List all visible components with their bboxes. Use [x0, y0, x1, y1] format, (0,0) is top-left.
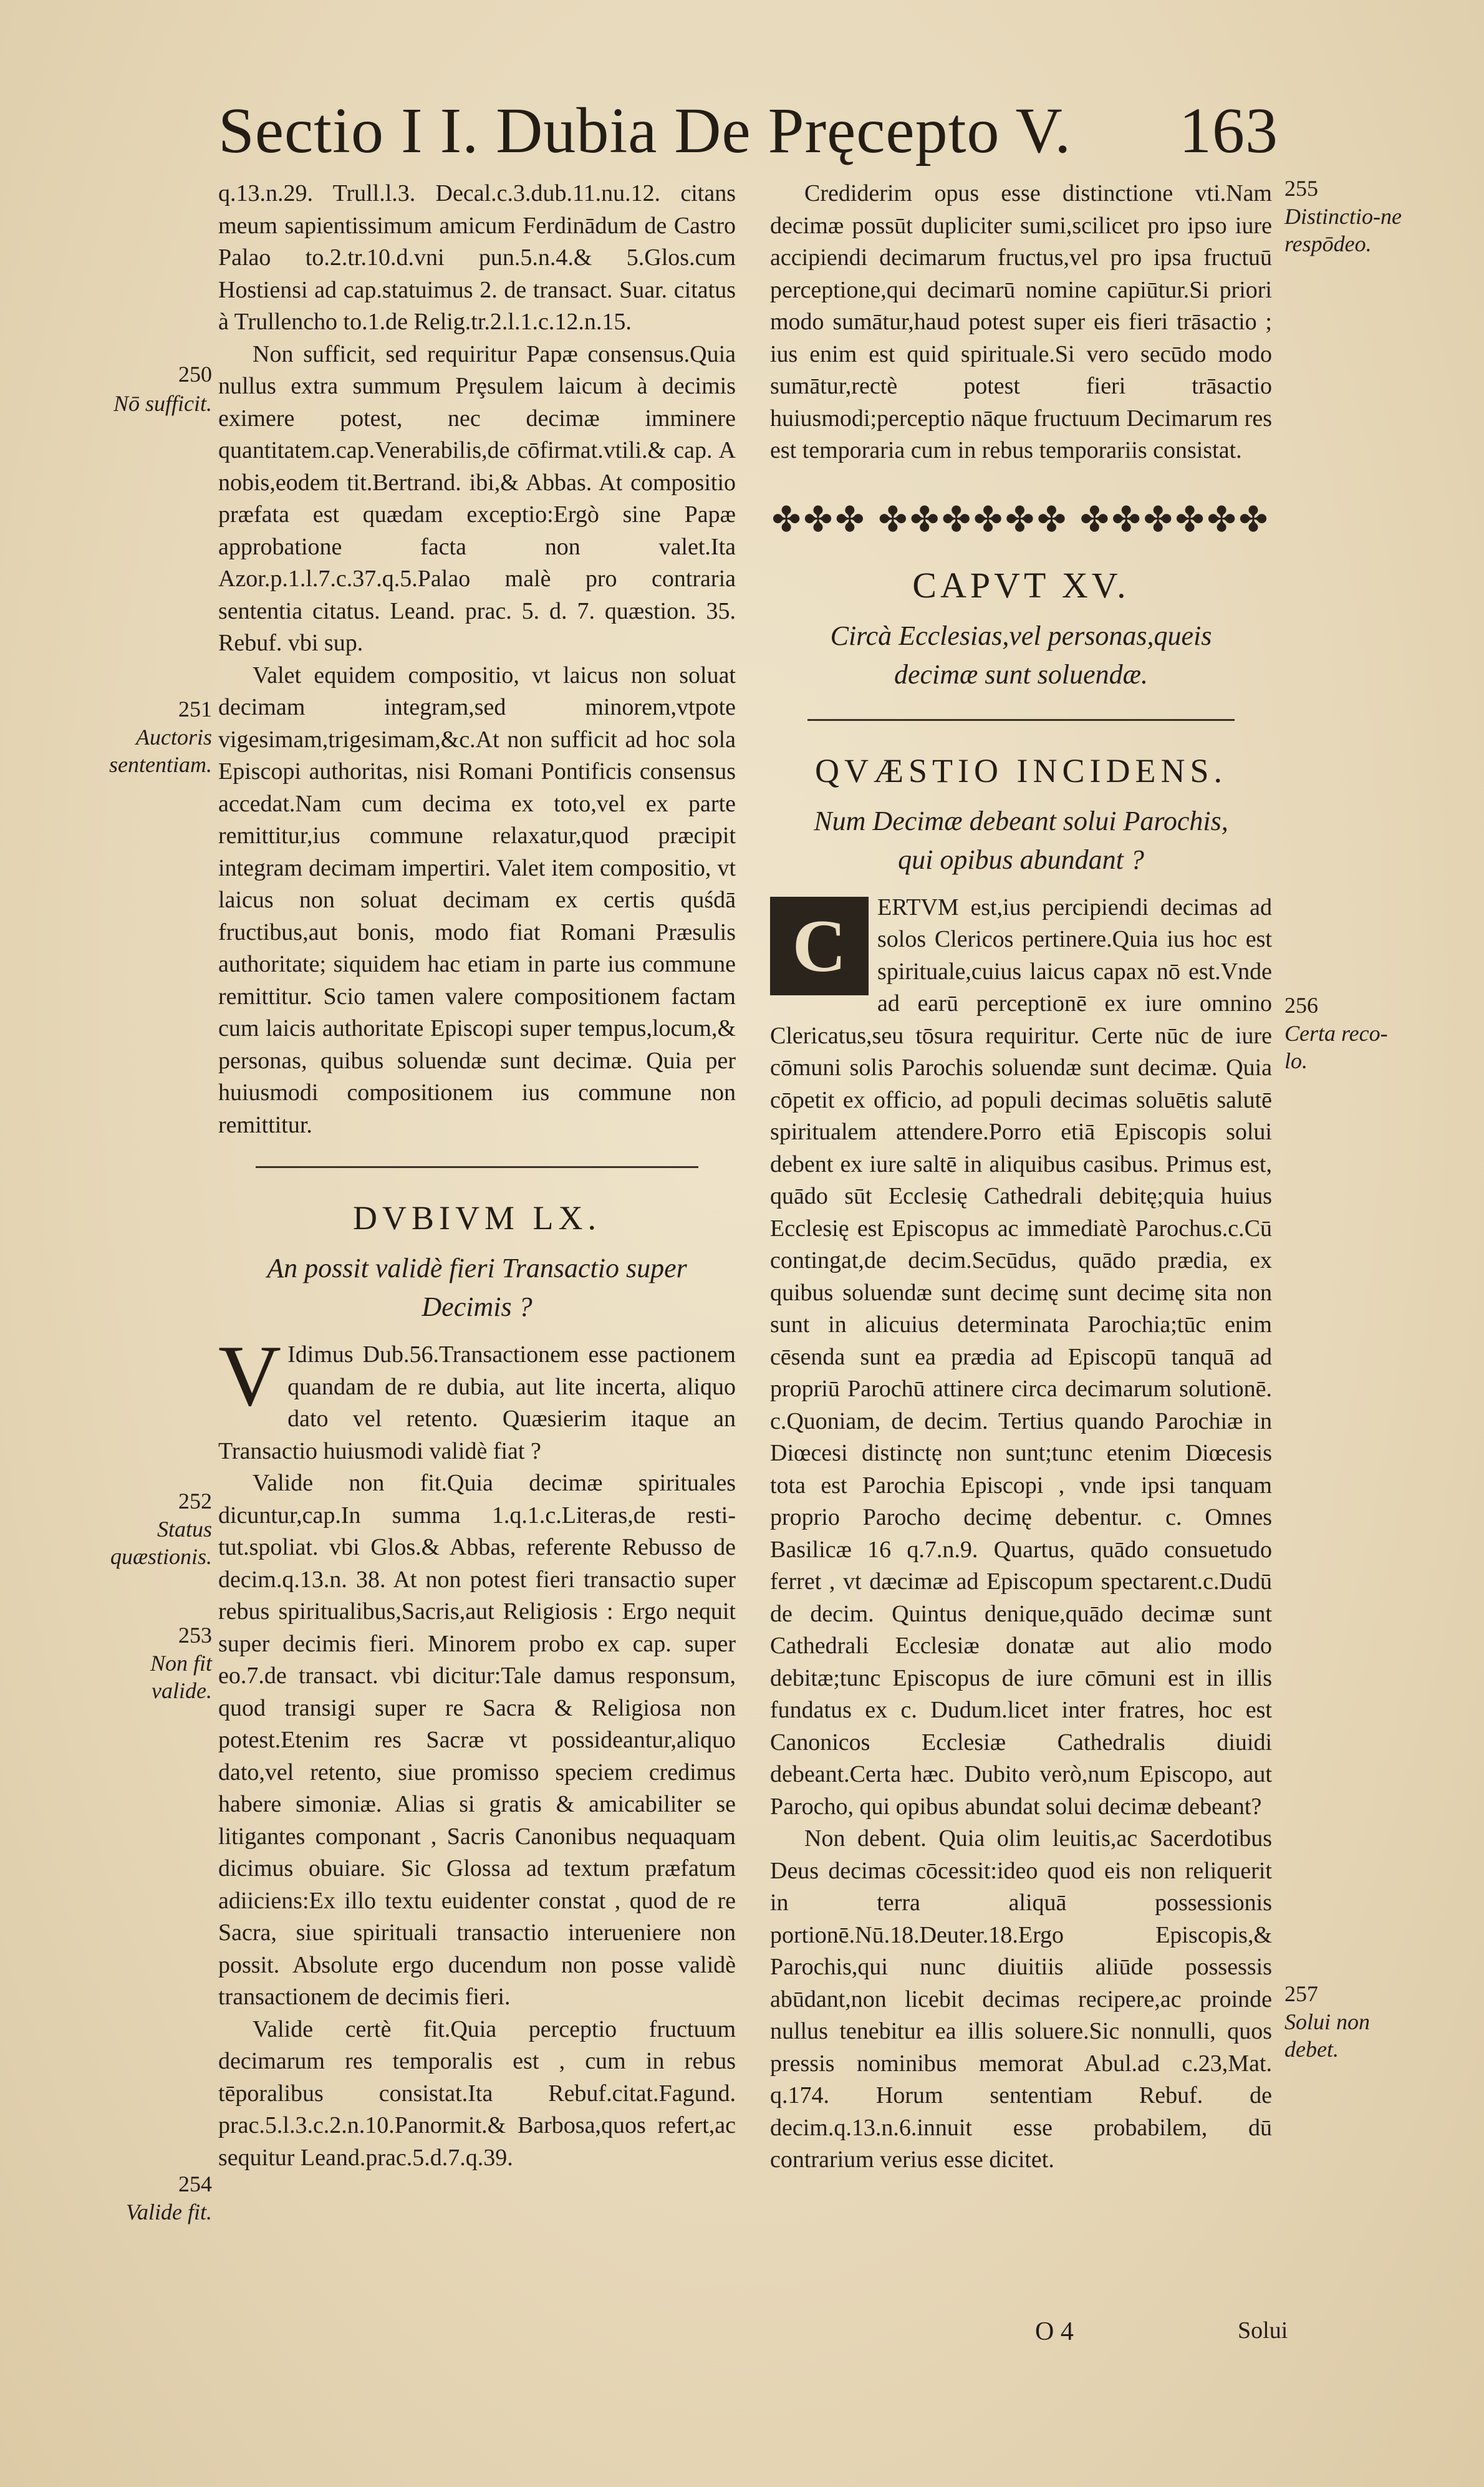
paragraph-251: Valet equidem compositio, vt laicus non soluat decimam integram,sed minorem,vtpote vigesimam,trigesimam,&c.At non sufficit ad hoc sola Episcopi authoritas, nisi Romani Pontificis consensus accedat.Nam cum decima ex toto,vel ex parte remittitur,ius commune relaxatur,quod præcipit integram decimam impertiri. Valet item compositio, vt laicus non soluat decimam ex certis quśdā fructibus,aut bonis, modo fiat Romani Præsulis authoritate; siquidem hac etiam in parte ius commune remittitur. Scio tamen valere compositionem factam cum laicis authoritate Episcopi super tempus,locum,& personas, quibus soluendæ sunt decimæ. Quia per huiusmodi compositionem ius commune non remittitur.	[218, 662, 736, 1138]
dubium-question: An possit validè fieri Transactio super Decimis ?	[267, 1253, 687, 1322]
margin-note-255: Distinctio-ne respōdeo.	[1284, 204, 1402, 256]
caput-heading: CAPVT XV.	[912, 564, 1130, 606]
left-column	[218, 178, 736, 2174]
margin-note-253: Non fit valide.	[150, 1651, 212, 1703]
margin-number-250: 250	[178, 362, 212, 387]
paragraph-250: Non sufficit, sed requiritur Papæ consensus.Quia nullus extra summum Prȩsulem laicum à decimis eximere potest, nec decimæ imminere quantitatem.cap.Venerabilis,de cōfirmat.vtili.& cap. A nobis,eodem tit.Bertrand. ibi,& Abbas. At compositio præfata est quædam exceptio:Ergò sine Papæ approbatione facta non valet.Ita Azor.p.1.l.7.c.37.q.5.Palao malè pro contraria sententia citatus. Leand. prac. 5. d. 7. quæstion. 35. Rebuf. vbi sup.	[218, 340, 736, 656]
paragraph-253: Valide non fit.Quia decimæ spirituales dicuntur,cap.In summa 1.q.1.c.Literas,de resti-tut.spoliat. vbi Glos.& Abbas, referente Rebusso de decim.q.13.n. 38. At non potest fieri transactio super rebus spiritualibus,Sacris,aut Religiosis : Ergo nequit super decimis fieri. Minorem probo ex cap. super eo.7.de transact. vbi dicitur:Tale damus responsum, quod transigi super re Sacra & Religiosa non potest.Etenim res Sacræ vt possideantur,aliquo dato,vel retento, siue promisso speciem credimus habere simoniæ. Alias si gratis & amicabiliter se litigantes componant , Sacris Canonibus nequaquam dicimus obuiare. Sic Glossa ad textum præfatum adiiciens:Ex illo textu euidenter constat , quod de re Sacra, siue spirituali transactio interueniere non possit. Absolute ergo ducendum non posse validè transactionem de decimis fieri.	[218, 1470, 736, 2010]
paragraph-256	[770, 892, 1272, 1823]
margin-number-253: 253	[178, 1623, 212, 1648]
catchword: Solui	[1238, 2317, 1288, 2344]
margin-number-252: 252	[178, 1489, 212, 1514]
quaestio-question: Num Decimæ debeant solui Parochis, qui opibus abundant ?	[814, 805, 1228, 875]
margin-number-255: 255	[1284, 176, 1318, 201]
margin-number-257: 257	[1284, 1981, 1318, 2006]
drop-cap-v: V	[218, 1328, 282, 1424]
paragraph-252-text: Idimus Dub.56.Transactionem esse pactionem quandam de re dubia, aut lite incerta, aliquo dato vel retento. Quæsierim itaque an Transactio huiusmodi validè fiat ?	[218, 1341, 736, 1464]
margin-note-257: Solui non debet.	[1284, 2009, 1371, 2062]
quaestio-heading: QVÆSTIO INCIDENS.	[815, 751, 1227, 790]
ornament-band: ✤✤✤ ✤✤✤✤✤✤ ✤✤✤✤✤✤	[771, 500, 1271, 539]
margin-note-251: Auctoris sententiam.	[109, 725, 212, 777]
margin-number-254: 254	[178, 2171, 212, 2196]
right-column	[770, 178, 1272, 2176]
caput-subtitle: Circà Ecclesias,vel personas,queis decimæ sunt soluendæ.	[830, 620, 1212, 690]
decorated-initial-c: C	[770, 897, 869, 995]
paragraph-256-text: ERTVM est,ius percipiendi decimas ad solos Clericos pertinere.Quia ius hoc est spirituale,cuius laicus capax nō est.Vnde ad earū perceptionē ex iure omnino Clericatus,seu tōsura requiritur. Certe nūc de iure cōmuni solis Parochis soluendæ sunt decimæ. Quia cōpetit ex officio, ad populi decimas soluētis salutē spiritualem attendere.Porro etiā Episcopis solui debent ex iure saltē in aliquibus casibus. Primus est, quādo sūt Ecclesię Cathedrali debitę;quia huius Ecclesię est Episcopus ac immediatè Parochus.c.Cū contingat,de decim.Secūdus, quādo prædia, ex quibus soluendæ sunt decimę sunt decimę sita non sunt in alicuius determinata Parochia;tūc enim cēsenda sunt ea prædia ad Episcopū tanquā ad propriū Parochū attinere circa decimarum solutionē. c.Quoniam, de decim. Tertius quando Parochiæ in Diœcesi distinctę non sunt;tunc etenim Diœcesis tota est Parochia Episcopi , vnde ipsi tanquam proprio Parocho decimę debentur. c. Omnes Basilicæ 16 q.7.n.9. Quartus, quādo consuetudo ferret , vt dæcimæ ad Episcopum spectarent.c.Dudū de decim. Quintus denique,quādo decimæ sunt Cathedrali Ecclesiæ donatæ aut alio modo debitæ;tunc Episcopus de iure cōmuni est in illis fundatus ex c. Dudum.licet inter fratres, hoc est Canonicos Ecclesiæ Cathedralis diuidi debeant.Certa hæc. Dubito verò,num Episcopo, aut Parocho, qui opibus abundat solui decimæ debeant?	[770, 894, 1272, 1820]
margin-note-250: Nō sufficit.	[113, 391, 212, 416]
section-divider	[256, 1166, 698, 1168]
paragraph-255: Crediderim opus esse distinctione vti.Nam decimæ possūt dupliciter sumi,scilicet pro ipso iure accipiendi decimarum fructus,vel pro ipsa fructuū perceptione,qui decimarū nomine capiūtur.Si priori modo sumātur,haud potest super eis fieri trāsactio ; ius enim est quid spirituale.Si vero secūdo modo sumātur,rectè potest fieri trāsactio huiusmodi;perceptio nāque fructuum Decimarum res est temporaria cum in rebus temporariis consistat.	[770, 180, 1272, 463]
page-number: 163	[1179, 95, 1278, 167]
signature-mark: O 4	[1035, 2317, 1074, 2346]
margin-note-254: Valide fit.	[126, 2200, 212, 2224]
paragraph-257: Non debent. Quia olim leuitis,ac Sacerdotibus Deus decimas cōcessit:ideo quod eis non reliquerit in terra aliquā possessionis portionē.Nū.18.Deuter.18.Ergo Episcopis,& Parochis,qui nunc diuitiis aliūde possessis abūdant,non licebit decimas recipere,ac proinde nullus tenebitur ea illis soluere.Sic nonnulli, quos pressis nominibus memorat Abul.ad c.23,Mat. q.174. Horum sententiam Rebuf. de decim.q.13.n.6.innuit esse probabilem, dū contrarium verius esse dicitet.	[770, 1825, 1272, 2173]
margin-note-256: Certa reco-lo.	[1284, 1021, 1388, 1073]
header-title: Sectio I I. Dubia De Pręcepto V.	[218, 95, 1072, 167]
section-divider-right	[807, 719, 1235, 721]
paragraph-continued: q.13.n.29. Trull.l.3. Decal.c.3.dub.11.nu.12. citans meum sapientissimum amicum Ferdinādum de Castro Palao to.2.tr.10.d.vni pun.5.n.4.& 5.Glos.cum Hostiensi ad cap.statuimus 2. de transact. Suar. citatus à Trullencho to.1.de Relig.tr.2.l.1.c.12.n.15.	[218, 180, 736, 335]
dubium-heading: DVBIVM LX.	[353, 1199, 601, 1237]
margin-number-251: 251	[178, 697, 212, 722]
margin-number-256: 256	[1284, 993, 1318, 1018]
margin-note-252: Status quæstionis.	[110, 1517, 212, 1569]
paragraph-254: Valide certè fit.Quia perceptio fructuum decimarum res temporalis est , cum in rebus tēporalibus consistat.Ita Rebuf.citat.Fagund. prac.5.l.3.c.2.n.10.Panormit.& Barbosa,quos refert,ac sequitur Leand.prac.5.d.7.q.39.	[218, 2016, 736, 2171]
paragraph-252	[218, 1328, 736, 1467]
running-header	[218, 84, 1278, 178]
